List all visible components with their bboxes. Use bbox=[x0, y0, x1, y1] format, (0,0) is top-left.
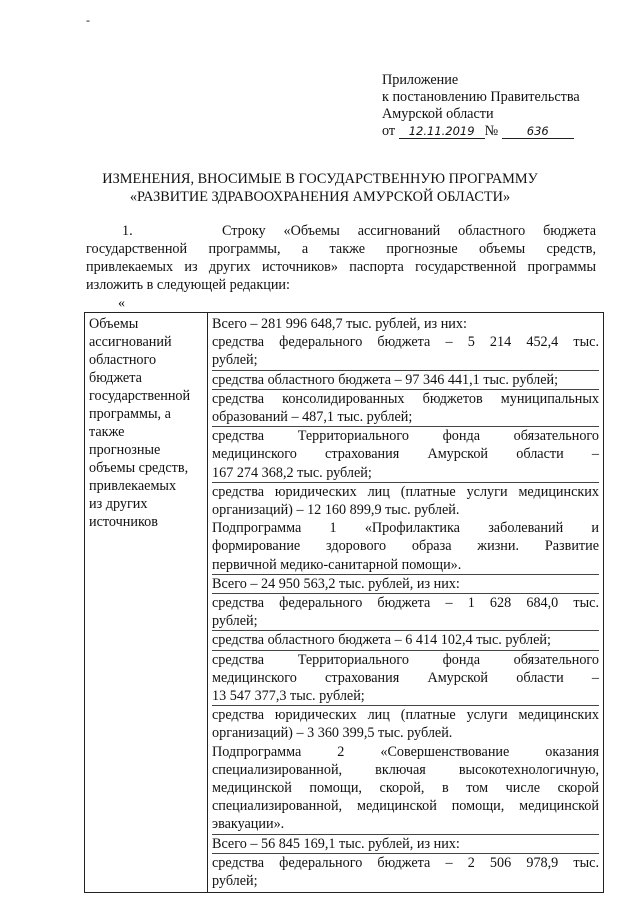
content-line: Всего – 281 996 648,7 тыс. рублей, из них: bbox=[212, 316, 467, 332]
paragraph-line: изложить в следующей редакции: bbox=[86, 277, 290, 293]
content-line: медицинского страхования Амурской области – bbox=[212, 669, 599, 686]
content-line: рублей; bbox=[212, 873, 258, 890]
passport-table bbox=[84, 312, 604, 893]
content-line: медицинского страхования Амурской области – bbox=[212, 446, 599, 463]
content-line: организаций) – 3 360 399,5 тыс. рублей. bbox=[212, 725, 453, 742]
paragraph-line: государственной программы, а также прогнозные объемы средств, bbox=[86, 241, 596, 257]
label-line: из других bbox=[89, 496, 148, 512]
document-title bbox=[90, 170, 550, 206]
from-label: от bbox=[382, 123, 396, 139]
content-line: Всего – 56 845 169,1 тыс. рублей, из них: bbox=[212, 834, 599, 853]
content-line: специализированной, включая высокотехнологичную, bbox=[212, 761, 599, 778]
row-content-cell bbox=[208, 313, 604, 893]
title-line-2: «РАЗВИТИЕ ЗДРАВООХРАНЕНИЯ АМУРСКОЙ ОБЛАСТИ» bbox=[129, 189, 511, 205]
content-line: Подпрограмма 1 «Профилактика заболеваний и bbox=[212, 520, 599, 537]
row-label-cell bbox=[85, 313, 208, 893]
appendix-line-2: к постановлению Правительства bbox=[382, 89, 580, 105]
content-line: эвакуации». bbox=[212, 816, 285, 833]
content-line: средства областного бюджета – 97 346 441,1 тыс. рублей; bbox=[212, 370, 599, 389]
content-line: медицинской помощи, скорой, в том числе скорой bbox=[212, 780, 599, 797]
content-line: средства областного бюджета – 6 414 102,4 тыс. рублей; bbox=[212, 630, 599, 649]
content-line: Подпрограмма 2 «Совершенствование оказания bbox=[212, 743, 599, 760]
resolution-date: 12.11.2019 bbox=[399, 125, 485, 139]
label-line: ассигнований bbox=[89, 334, 172, 350]
label-line: областного bbox=[89, 352, 157, 368]
content-line: средства Территориального фонда обязательного bbox=[212, 651, 599, 668]
resolution-number: 636 bbox=[502, 125, 574, 139]
content-line: Всего – 24 950 563,2 тыс. рублей, из них: bbox=[212, 574, 599, 593]
label-line: программы, а bbox=[89, 406, 171, 422]
intro-paragraph bbox=[86, 222, 596, 294]
appendix-line-1: Приложение bbox=[382, 72, 459, 88]
corner-mark: - bbox=[86, 13, 90, 27]
content-line: средства юридических лиц (платные услуги медицинских bbox=[212, 483, 599, 500]
label-line: Объемы bbox=[89, 316, 139, 332]
content-line: средства юридических лиц (платные услуги медицинских bbox=[212, 707, 599, 724]
content-line: рублей; bbox=[212, 613, 258, 630]
title-line-1: ИЗМЕНЕНИЯ, ВНОСИМЫЕ В ГОСУДАРСТВЕННУЮ ПРОГРАММУ bbox=[102, 171, 538, 187]
appendix-line-3: Амурской области bbox=[382, 106, 494, 122]
content-line: специализированной, медицинской помощи, медицинской bbox=[212, 798, 599, 815]
number-label: № bbox=[484, 123, 499, 139]
content-line: средства федерального бюджета – 5 214 452,4 тыс. bbox=[212, 334, 599, 351]
appendix-date-line bbox=[382, 123, 580, 140]
open-quote: « bbox=[118, 296, 125, 311]
content-line: 13 547 377,3 тыс. рублей; bbox=[212, 688, 365, 705]
table-row bbox=[85, 313, 604, 893]
label-line: прогнозные bbox=[89, 442, 161, 458]
content-line: средства федерального бюджета – 1 628 684,0 тыс. bbox=[212, 595, 599, 612]
paragraph-line: 1. Строку «Объемы ассигнований областного бюджета bbox=[122, 223, 596, 239]
content-line: средства Территориального фонда обязательного bbox=[212, 428, 599, 445]
appendix-block bbox=[382, 72, 580, 140]
content-line: первичной медико-санитарной помощи». bbox=[212, 556, 462, 573]
label-line: также bbox=[89, 424, 125, 440]
label-line: привлекаемых bbox=[89, 478, 177, 494]
label-line: государственной bbox=[89, 388, 191, 404]
label-line: бюджета bbox=[89, 370, 142, 386]
content-line: средства федерального бюджета – 2 506 978,9 тыс. bbox=[212, 854, 599, 871]
content-line: образований – 487,1 тыс. рублей; bbox=[212, 409, 413, 426]
content-line: средства консолидированных бюджетов муниципальных bbox=[212, 390, 599, 407]
content-line: формирование здорового образа жизни. Развитие bbox=[212, 538, 599, 555]
content-line: 167 274 368,2 тыс. рублей; bbox=[212, 464, 372, 481]
paragraph-line: привлекаемых из других источников» паспорта государственной программы bbox=[86, 259, 596, 275]
label-line: объемы средств, bbox=[89, 460, 189, 476]
label-line: источников bbox=[89, 514, 158, 530]
content-line: организаций) – 12 160 899,9 тыс. рублей. bbox=[212, 502, 460, 519]
content-line: рублей; bbox=[212, 352, 258, 369]
